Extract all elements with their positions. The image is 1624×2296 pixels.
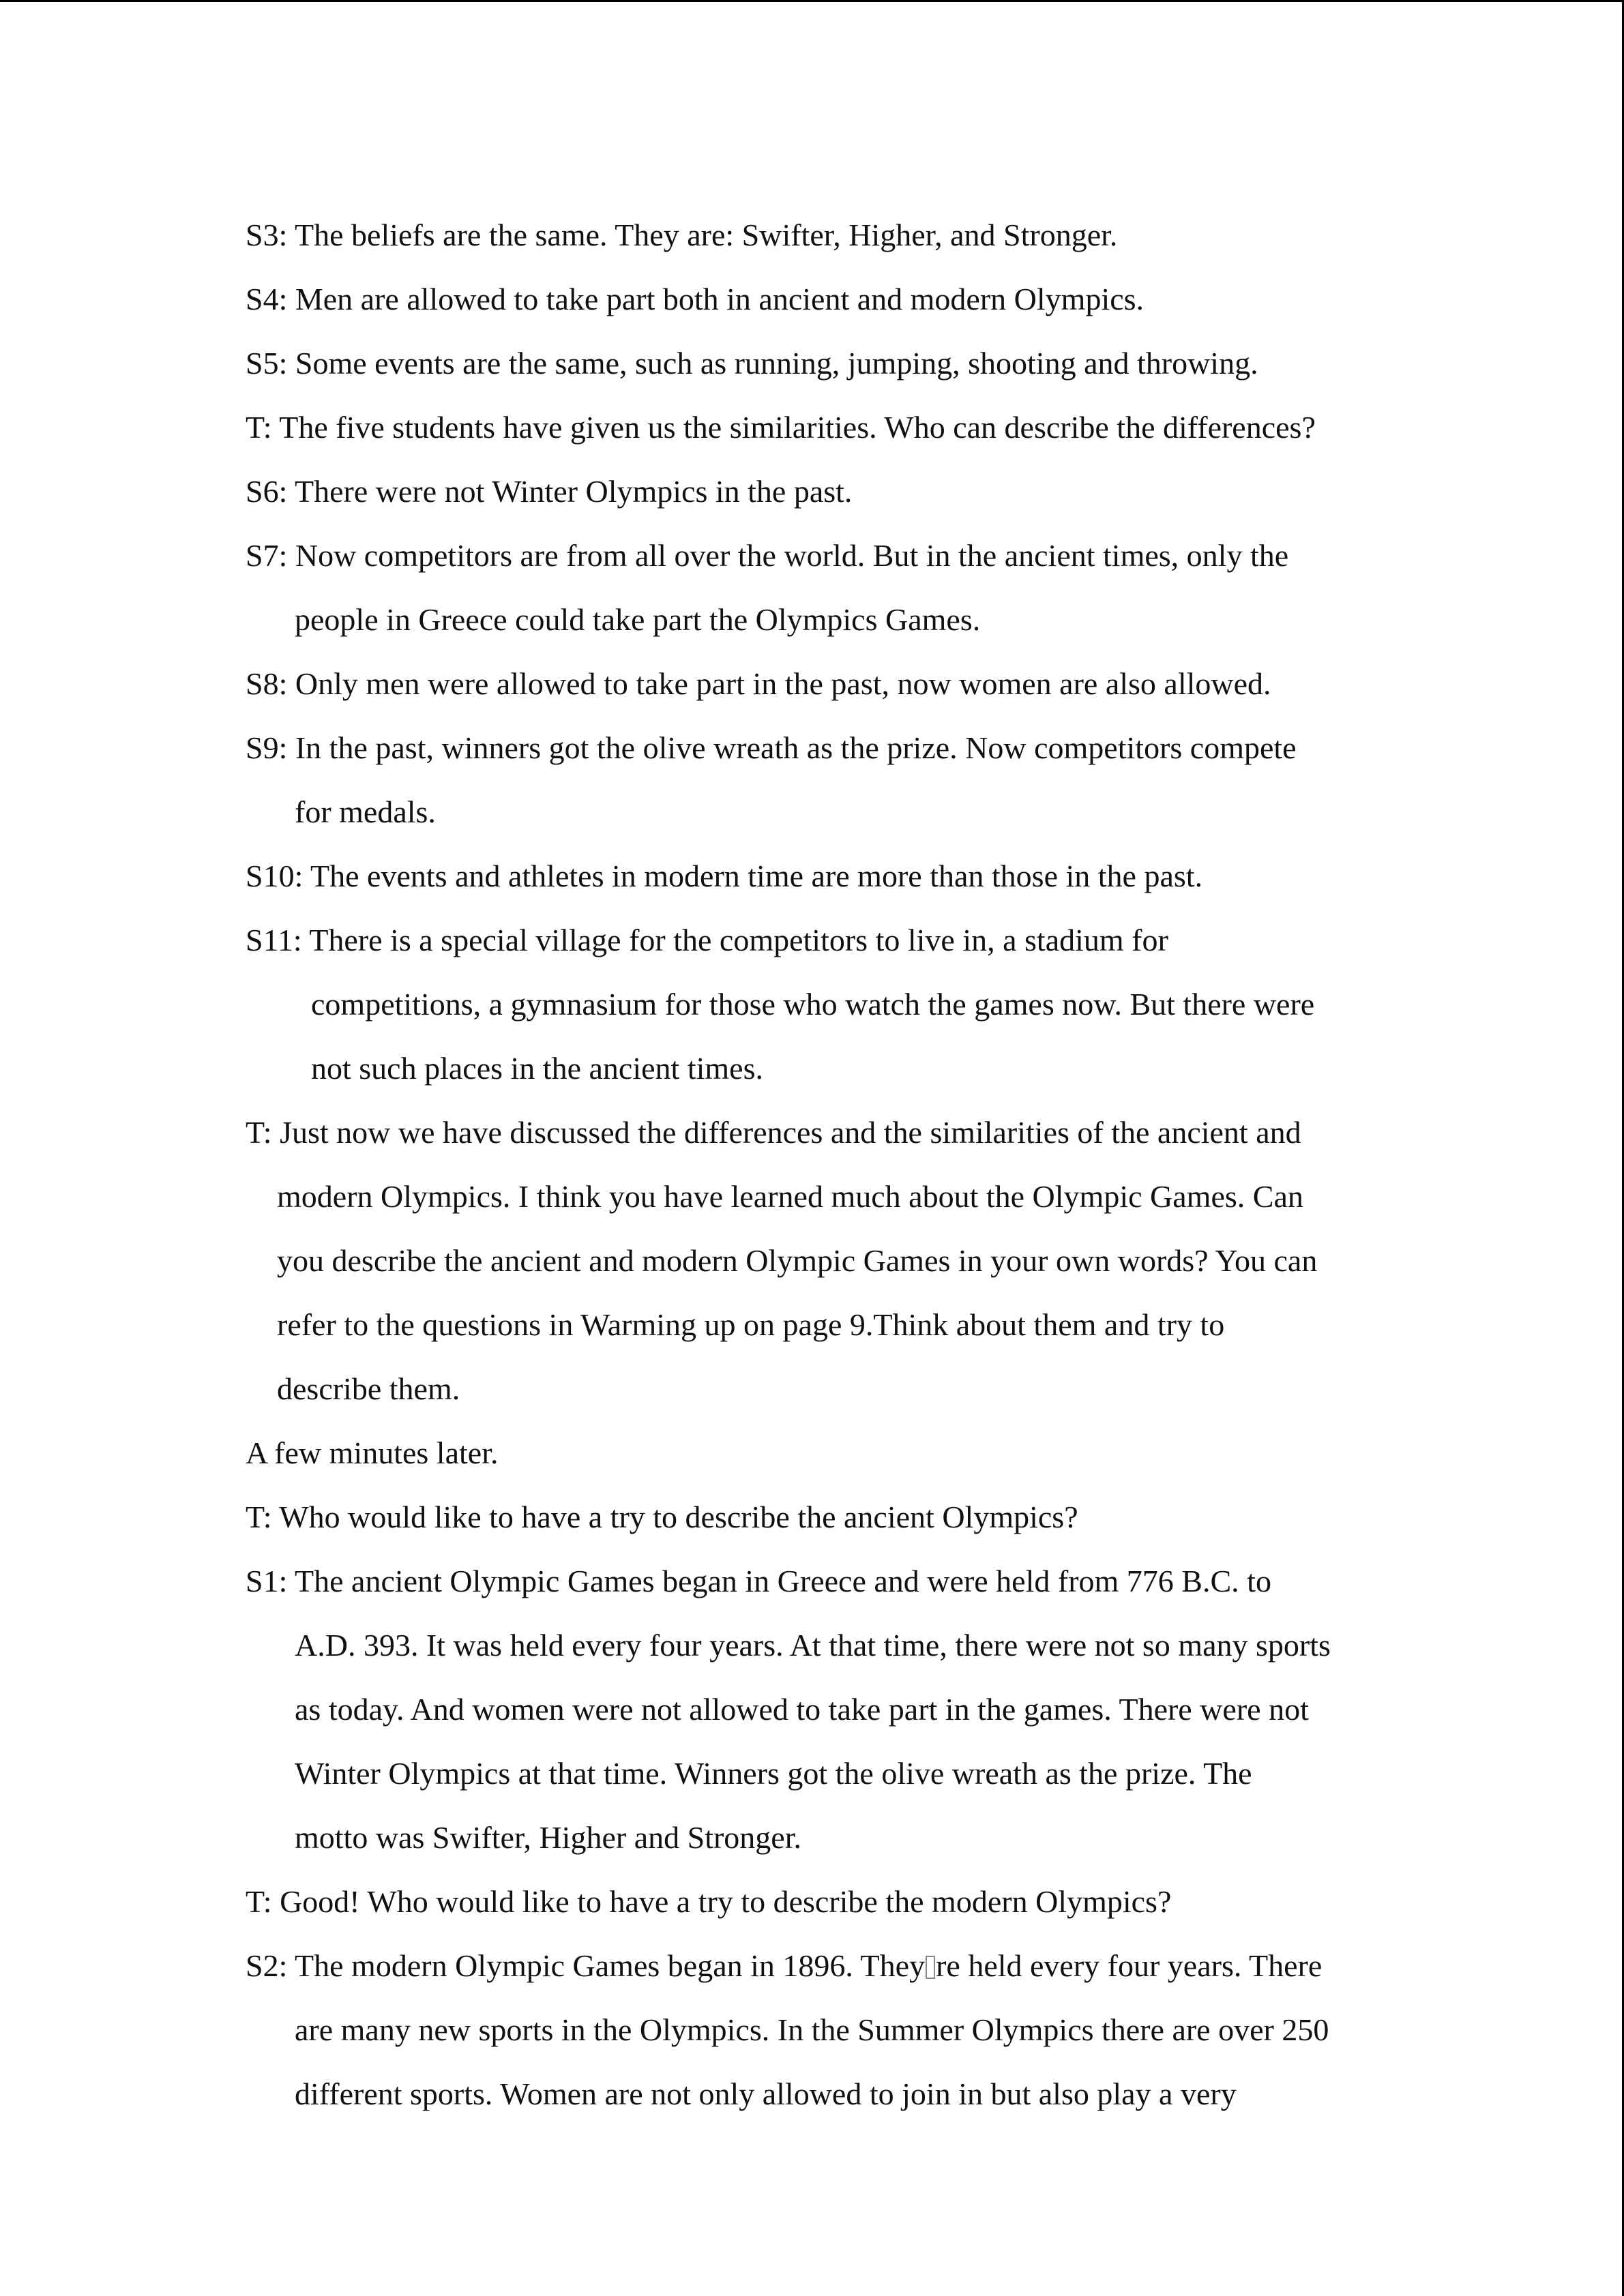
text-line: S4: Men are allowed to take part both in ancient and modern Olympics. [246,282,1145,316]
text-line: S8: Only men were allowed to take part in the past, now women are also allowed. [246,666,1271,701]
text-line-continuation: as today. And women were not allowed to take part in the games. There were not [295,1692,1309,1727]
text-line: S11: There is a special village for the competitors to live in, a stadium for [246,923,1168,957]
text-line-continuation: not such places in the ancient times. [311,1051,763,1086]
text-line: S1: The ancient Olympic Games began in Greece and were held from 776 B.C. to [246,1564,1271,1598]
text-line-continuation: Winter Olympics at that time. Winners got the olive wreath as the prize. The [295,1756,1252,1791]
missing-glyph-box [926,1956,935,1979]
text-line-continuation: modern Olympics. I think you have learned much about the Olympic Games. Can [277,1179,1303,1214]
text-line: T: Just now we have discussed the differences and the similarities of the ancient and [246,1115,1301,1150]
text-line: S5: Some events are the same, such as running, jumping, shooting and throwing. [246,346,1258,381]
text-line: T: The five students have given us the similarities. Who can describe the differences? [246,410,1316,445]
text-line: S10: The events and athletes in modern time are more than those in the past. [246,859,1203,893]
text-line-continuation: refer to the questions in Warming up on page 9.Think about them and try to [277,1307,1225,1342]
text-line-continuation: A.D. 393. It was held every four years. At that time, there were not so many sports [295,1628,1331,1663]
text-line-continuation: for medals. [295,794,436,829]
text-line: S7: Now competitors are from all over the world. But in the ancient times, only the [246,538,1289,573]
text-line: T: Who would like to have a try to describe the ancient Olympics? [246,1500,1078,1534]
document-body [246,203,1405,2126]
text-line: S6: There were not Winter Olympics in the past. [246,474,853,509]
text-line-continuation: different sports. Women are not only allowed to join in but also play a very [295,2076,1237,2111]
text-segment: S2: The modern Olympic Games began in 1896. They [246,1948,926,1983]
text-line: T: Good! Who would like to have a try to describe the modern Olympics? [246,1884,1172,1919]
text-segment: re held every four years. There [936,1948,1323,1983]
text-line-continuation: you describe the ancient and modern Olympic Games in your own words? You can [277,1243,1318,1278]
text-line: S3: The beliefs are the same. They are: Swifter, Higher, and Stronger. [246,218,1118,252]
text-line-continuation: are many new sports in the Olympics. In the Summer Olympics there are over 250 [295,2012,1329,2047]
text-line-continuation: competitions, a gymnasium for those who watch the games now. But there were [311,987,1315,1022]
text-line: A few minutes later. [246,1435,499,1470]
text-line-with-missing-glyph [246,1934,1405,1998]
text-line: S9: In the past, winners got the olive wreath as the prize. Now competitors compete [246,730,1297,765]
text-line-continuation: motto was Swifter, Higher and Stronger. [295,1820,801,1855]
text-line-continuation: describe them. [277,1371,460,1406]
text-line-continuation: people in Greece could take part the Olympics Games. [295,602,981,637]
